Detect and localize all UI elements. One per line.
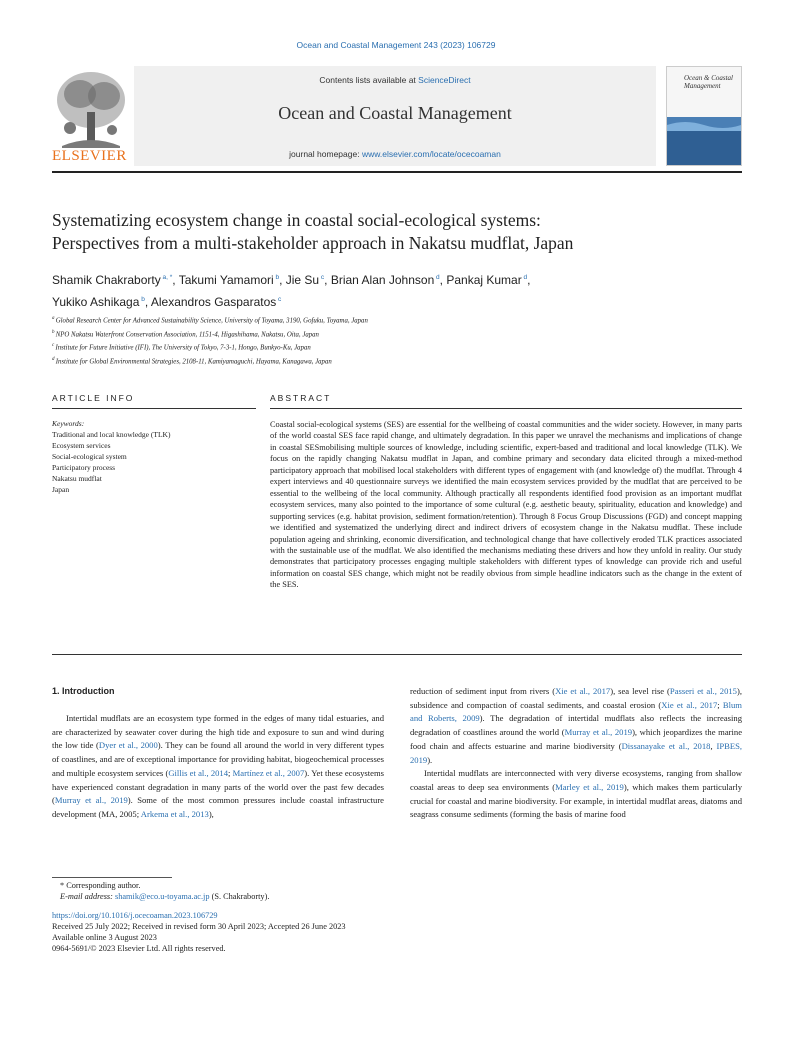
abstract-rule xyxy=(270,408,742,409)
abstract-bottom-rule xyxy=(52,654,742,655)
email-line xyxy=(52,891,742,902)
doi-link[interactable]: https://doi.org/10.1016/j.ocecoaman.2023.106729 xyxy=(52,911,218,920)
paragraph-text: ), subsidence and compaction of coastal sediments, and coastal erosion ( xyxy=(410,686,742,710)
author-name[interactable]: Takumi Yamamori xyxy=(178,273,274,287)
sciencedirect-link[interactable]: ScienceDirect xyxy=(418,75,471,85)
author-name[interactable]: Brian Alan Johnson xyxy=(330,273,435,287)
paragraph-text: ), xyxy=(208,808,214,819)
citation-link[interactable]: Martínez et al., 2007 xyxy=(232,767,305,778)
citation-link[interactable]: Gillis et al., 2014 xyxy=(168,767,229,778)
copyright-line: 0964-5691/© 2023 Elsevier Ltd. All rights reserved. xyxy=(52,944,226,953)
keyword-item: Traditional and local knowledge (TLK) xyxy=(52,430,171,439)
paragraph-text: ). They can be found all around the world in very different types of coastlines, and are of exceptional importance for providing habitat, biogeochemical processes and multiple ecosystem services ( xyxy=(52,740,384,778)
keyword-item: Social-ecological system xyxy=(52,452,127,461)
affiliation-mark: b xyxy=(52,329,56,335)
citation-link[interactable]: Murray et al., 2019 xyxy=(54,795,128,806)
email-link[interactable]: shamik@eco.u-toyama.ac.jp xyxy=(115,892,210,901)
paragraph-text: , xyxy=(710,740,717,751)
citation-link[interactable]: Arkema et al., 2013 xyxy=(140,808,209,819)
body-column-left xyxy=(52,712,384,822)
citation-link[interactable]: IPBES, 2019 xyxy=(410,740,743,765)
author-affiliation-mark[interactable]: a, * xyxy=(160,274,173,281)
publisher-wordmark: ELSEVIER xyxy=(52,148,127,164)
email-suffix: (S. Chakraborty). xyxy=(209,892,270,901)
affiliation-text: Institute for Global Environmental Strategies, 2108-11, Kamiyamaguchi, Hayama, Kanagawa, Japan xyxy=(55,358,332,366)
section-heading-introduction: 1. Introduction xyxy=(52,686,115,696)
author-name[interactable]: Shamik Chakraborty xyxy=(52,273,161,287)
paragraph-text: Intertidal mudflats are an ecosystem type formed in the edges of many tidal estuaries, and are characterized by seawater cover during the high tide and exposure to sun and wind during the low tide ( xyxy=(52,713,384,751)
keywords-list xyxy=(52,429,252,495)
paragraph-text: ; xyxy=(228,767,233,778)
author-separator: , xyxy=(439,273,447,287)
article-info-rule xyxy=(52,408,256,409)
paragraph xyxy=(52,712,384,822)
author-separator: , xyxy=(279,273,286,287)
affiliation-text: Global Research Center for Advanced Sustainability Science, University of Toyama, 3190, Gofuku, Toyama, Japan xyxy=(55,317,368,325)
paragraph-text: ; xyxy=(717,699,723,710)
author-affiliation-mark[interactable]: b xyxy=(139,296,145,303)
keyword-item: Nakatsu mudflat xyxy=(52,474,102,483)
paragraph xyxy=(410,685,742,767)
keyword-item: Ecosystem services xyxy=(52,441,111,450)
body-column-right xyxy=(410,685,742,822)
citation-link[interactable]: Marley et al., 2019 xyxy=(555,781,624,792)
paragraph-text: Intertidal mudflats are interconnected with very diverse ecosystems, ranging from shallow coastal areas to deep sea environments ( xyxy=(410,768,742,792)
author-name[interactable]: Yukiko Ashikaga xyxy=(52,295,140,309)
affiliation-line xyxy=(52,354,742,368)
citation-link[interactable]: Dyer et al., 2000 xyxy=(98,740,158,751)
citation-link[interactable]: Dissanayake et al., 2018 xyxy=(621,740,711,751)
citation-link[interactable]: Murray et al., 2019 xyxy=(564,727,633,738)
paragraph-text: ). Yet these ecosystems have experienced constant degradation in many parts of the world over the past few decades ( xyxy=(52,767,385,806)
affiliation-line xyxy=(52,327,742,341)
author-list xyxy=(52,268,742,312)
abstract-text: Coastal social-ecological systems (SES) are essential for the wellbeing of coastal communities and the wider society. However, in many parts of the world coastal SES face rapid change, and ultimately degradation. In this paper we unravel the mechanisms and implications of change in coastal SESmobilising multiple sources of knowledge, including scientific, expert-based and traditional and local knowledge (TLK). We focus on the rapidly changing Nakatsu mudflat in Japan, and combine primary and secondary data elicited through a mixed-method participatory approach that mobilised local stakeholders with different types of engagement with (and knowledge of) the mudflat. Through 4 expert interviews and 40 questionnaire surveys we identified the main ecosystem services provided by the mudflat that are perceived to be essential to the wellbeing of the local community. Although practically all respondents identified food provision as an important mudflat ecosystem services, many also pointed to the importance of some cultural (e.g. aesthetic beauty, spirituality, education and knowledge) and supporting services (e.g. habitat provision, sediment formation/retention). Through 8 Focus Group Discussions (FGD) and concept mapping we identified and systematized the underlying direct and indirect drivers of ecosystem change in the Nakatsu mudflat. These include population ageing and shrinking, economic diversification, and technological change that have collectively eroded TLK practices associated with the sustainable use of the mudflat. We also identified the mechanisms mediating these drivers and how they unfold in reality. Our study demonstrates that participatory processes engaging multiple stakeholders with different types of knowledge can provide rich and useful information on coastal SES change, which might not be readily obvious from simple headline indicators such as the change in the extent of the SES. xyxy=(270,420,742,590)
corresponding-author-note: * Corresponding author. xyxy=(60,881,141,890)
contents-prefix: Contents lists available at xyxy=(319,75,419,85)
journal-citation[interactable]: Ocean and Coastal Management 243 (2023) 106729 xyxy=(296,40,496,50)
citation-link[interactable]: Xie et al., 2017 xyxy=(555,686,611,696)
abstract-heading: ABSTRACT xyxy=(270,393,332,403)
paragraph xyxy=(410,767,742,822)
email-label: E-mail address: xyxy=(60,892,115,901)
paragraph-text: ). The degradation of intertidal mudflats also reflects the increasing degradation of coastlines around the world ( xyxy=(410,713,742,738)
affiliations xyxy=(52,313,742,368)
title-line-1: Systematizing ecosystem change in coastal social-ecological systems: xyxy=(52,210,541,230)
author-affiliation-mark[interactable]: c xyxy=(276,296,282,303)
author-separator: , xyxy=(324,273,331,287)
paragraph-text: ), which makes them particularly crucial for coastal and marine biodiversity. For example, in intertidal mudflat areas, diatoms and seagrass consume sediments (forming the basis of marine food xyxy=(410,781,742,820)
affiliation-mark: c xyxy=(52,343,56,349)
author-name[interactable]: Pankaj Kumar xyxy=(446,273,522,287)
homepage-line xyxy=(134,149,656,159)
author-affiliation-mark[interactable]: c xyxy=(319,274,325,281)
affiliation-line xyxy=(52,313,742,327)
author-separator: , xyxy=(172,273,179,287)
paragraph-text: reduction of sediment input from rivers ( xyxy=(410,686,556,696)
citation-link[interactable]: Blum and Roberts, 2009 xyxy=(410,699,742,724)
available-online: Available online 3 August 2023 xyxy=(52,933,157,942)
author-separator: , xyxy=(144,295,151,309)
paragraph-text: ), which jeopardizes the marine food chain and affects estuarine and marine biodiversity ( xyxy=(410,727,743,751)
affiliation-text: NPO Nakatsu Waterfront Conservation Association, 1151-4, Higashihama, Nakatsu, Oita, Japan xyxy=(55,330,319,338)
citation-link[interactable]: Xie et al., 2017 xyxy=(661,699,718,710)
affiliation-line xyxy=(52,340,742,354)
contents-line xyxy=(134,75,656,85)
paragraph-text: ). xyxy=(427,754,433,765)
paragraph-text: ), sea level rise ( xyxy=(610,686,670,696)
author-name[interactable]: Jie Su xyxy=(285,273,320,287)
author-separator: , xyxy=(527,273,531,287)
homepage-prefix: journal homepage: xyxy=(289,149,362,159)
affiliation-mark: d xyxy=(52,357,56,363)
article-info-heading: ARTICLE INFO xyxy=(52,393,135,403)
paragraph-text: ). Some of the most common pressures include coastal infrastructure development (MA, 2005; xyxy=(52,795,384,819)
author-affiliation-mark[interactable]: b xyxy=(273,274,280,281)
received-dates: Received 25 July 2022; Received in revised form 30 April 2023; Accepted 26 June 2023 xyxy=(52,922,346,931)
journal-name: Ocean and Coastal Management xyxy=(278,103,512,123)
affiliation-mark: a xyxy=(52,316,56,321)
keywords-label: Keywords: xyxy=(52,419,85,428)
cover-title: Ocean & Coastal Management xyxy=(684,74,733,90)
author-affiliation-mark[interactable]: d xyxy=(434,274,440,281)
author-affiliation-mark[interactable]: d xyxy=(521,274,528,281)
author-name[interactable]: Alexandros Gasparatos xyxy=(150,295,277,309)
footnote-rule xyxy=(52,877,172,878)
article-title xyxy=(52,209,742,255)
header-rule xyxy=(52,171,742,173)
affiliation-text: Institute for Future Initiative (IFI), The University of Tokyo, 7-3-1, Hongo, Bunkyo-Ku, Japan xyxy=(55,344,311,352)
footnote-block xyxy=(52,880,742,954)
citation-link[interactable]: Passeri et al., 2015 xyxy=(669,686,737,696)
keyword-item: Japan xyxy=(52,485,70,494)
title-line-2: Perspectives from a multi-stakeholder approach in Nakatsu mudflat, Japan xyxy=(52,233,574,253)
homepage-link[interactable]: www.elsevier.com/locate/ocecoaman xyxy=(361,149,501,159)
keyword-item: Participatory process xyxy=(52,463,116,472)
keywords-block xyxy=(52,418,252,495)
